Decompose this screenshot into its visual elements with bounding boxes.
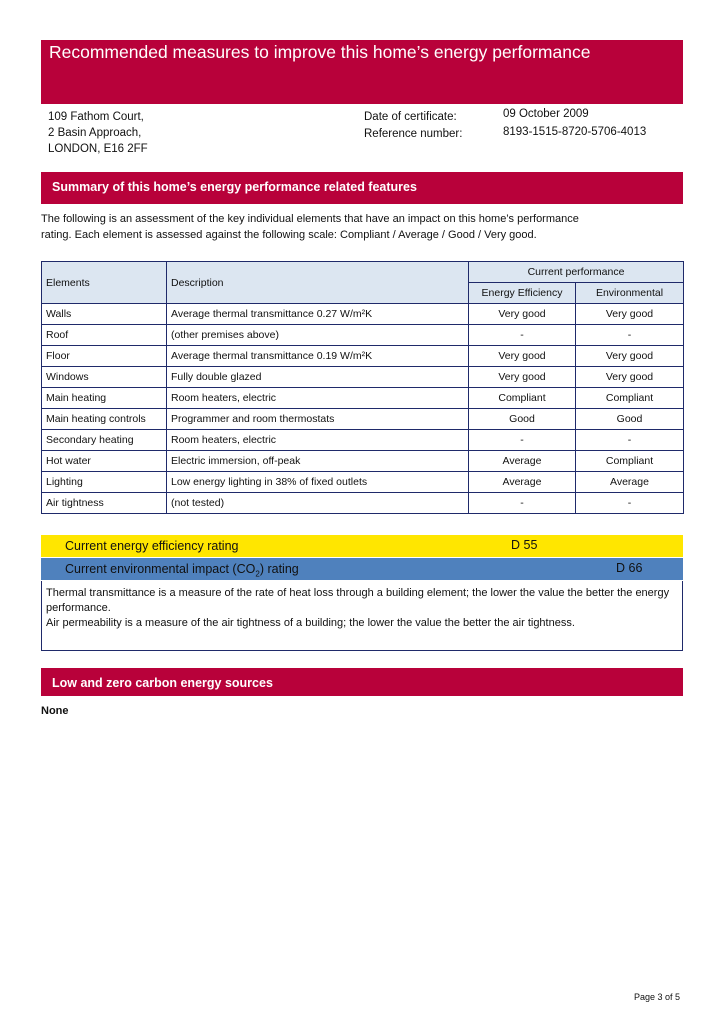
element-cell: Walls: [42, 304, 167, 325]
address-line-1: 109 Fathom Court,: [48, 111, 144, 123]
environmental-cell: Very good: [576, 367, 684, 388]
description-cell: Average thermal transmittance 0.19 W/m²K: [167, 346, 469, 367]
header-elements: Elements: [42, 262, 167, 304]
energy-efficiency-cell: Very good: [469, 367, 576, 388]
element-cell: Main heating controls: [42, 409, 167, 430]
environmental-cell: Compliant: [576, 451, 684, 472]
table-row: [42, 367, 684, 388]
description-cell: Room heaters, electric: [167, 388, 469, 409]
elements-table-body: [42, 304, 684, 514]
table-row: [42, 493, 684, 514]
environmental-cell: Good: [576, 409, 684, 430]
title-banner: [41, 40, 683, 104]
reference-value: 8193-1515-8720-5706-4013: [503, 126, 647, 138]
thermal-transmittance-note: Thermal transmittance is a measure of the rate of heat loss through a building element; the lower the value the better the energy performance.: [46, 587, 670, 614]
page-title: Recommended measures to improve this home’s energy performance: [49, 42, 591, 62]
energy-efficiency-cell: -: [469, 430, 576, 451]
table-row: [42, 451, 684, 472]
air-permeability-note: Air permeability is a measure of the air tightness of a building; the lower the value the better the air tightness.: [46, 617, 575, 629]
environmental-cell: Average: [576, 472, 684, 493]
description-cell: Electric immersion, off-peak: [167, 451, 469, 472]
low-zero-carbon-banner: [41, 668, 683, 696]
environmental-cell: -: [576, 430, 684, 451]
environmental-cell: -: [576, 325, 684, 346]
energy-efficiency-cell: Very good: [469, 304, 576, 325]
environmental-cell: -: [576, 493, 684, 514]
element-cell: Windows: [42, 367, 167, 388]
element-cell: Air tightness: [42, 493, 167, 514]
notes-box: [41, 581, 683, 651]
table-row: [42, 430, 684, 451]
element-cell: Lighting: [42, 472, 167, 493]
description-cell: Room heaters, electric: [167, 430, 469, 451]
table-row: [42, 388, 684, 409]
description-cell: Fully double glazed: [167, 367, 469, 388]
address-line-2: 2 Basin Approach,: [48, 127, 142, 139]
table-row: [42, 346, 684, 367]
header-energy-efficiency: Energy Efficiency: [469, 283, 576, 304]
table-row: [42, 472, 684, 493]
description-cell: Low energy lighting in 38% of fixed outlets: [167, 472, 469, 493]
table-row: [42, 304, 684, 325]
element-cell: Hot water: [42, 451, 167, 472]
energy-efficiency-cell: Average: [469, 472, 576, 493]
page-number: Page 3 of 5: [633, 992, 680, 1002]
date-value: 09 October 2009: [503, 108, 589, 120]
low-zero-carbon-value: None: [41, 705, 69, 717]
elements-table: [41, 261, 684, 514]
description-cell: (other premises above): [167, 325, 469, 346]
summary-intro: The following is an assessment of the key individual elements that have an impact on this home’s performance rating. Each element is assessed against the following scale: Compliant / Average / Good / Very good.: [41, 213, 579, 241]
table-row: [42, 409, 684, 430]
environmental-cell: Compliant: [576, 388, 684, 409]
summary-banner: [41, 172, 683, 204]
header-environmental: Environmental: [576, 283, 684, 304]
energy-efficiency-cell: -: [469, 493, 576, 514]
energy-efficiency-rating-bar: [41, 535, 683, 557]
low-zero-carbon-heading: Low and zero carbon energy sources: [52, 676, 273, 690]
description-cell: (not tested): [167, 493, 469, 514]
description-cell: Average thermal transmittance 0.27 W/m²K: [167, 304, 469, 325]
date-label: Date of certificate:: [364, 111, 457, 123]
element-cell: Floor: [42, 346, 167, 367]
energy-efficiency-cell: Average: [469, 451, 576, 472]
environmental-cell: Very good: [576, 346, 684, 367]
environmental-impact-rating-label: Current environmental impact $(CO_2)$ rating: [65, 562, 299, 579]
element-cell: Main heating: [42, 388, 167, 409]
summary-heading: Summary of this home’s energy performance related features: [52, 180, 417, 194]
header-description: Description: [167, 262, 469, 304]
energy-efficiency-cell: Good: [469, 409, 576, 430]
energy-efficiency-cell: Very good: [469, 346, 576, 367]
reference-label: Reference number:: [364, 128, 463, 140]
description-cell: Programmer and room thermostats: [167, 409, 469, 430]
table-row: [42, 325, 684, 346]
energy-efficiency-cell: -: [469, 325, 576, 346]
address-line-3: LONDON, E16 2FF: [48, 143, 148, 155]
environmental-impact-rating-bar: [41, 558, 683, 580]
header-current-performance: Current performance: [469, 262, 684, 283]
energy-efficiency-cell: Compliant: [469, 388, 576, 409]
environmental-cell: Very good: [576, 304, 684, 325]
environmental-impact-rating-value: D 66: [616, 561, 643, 575]
element-cell: Roof: [42, 325, 167, 346]
energy-efficiency-rating-label: Current energy efficiency rating: [65, 539, 239, 553]
element-cell: Secondary heating: [42, 430, 167, 451]
energy-efficiency-rating-value: D 55: [511, 538, 538, 552]
